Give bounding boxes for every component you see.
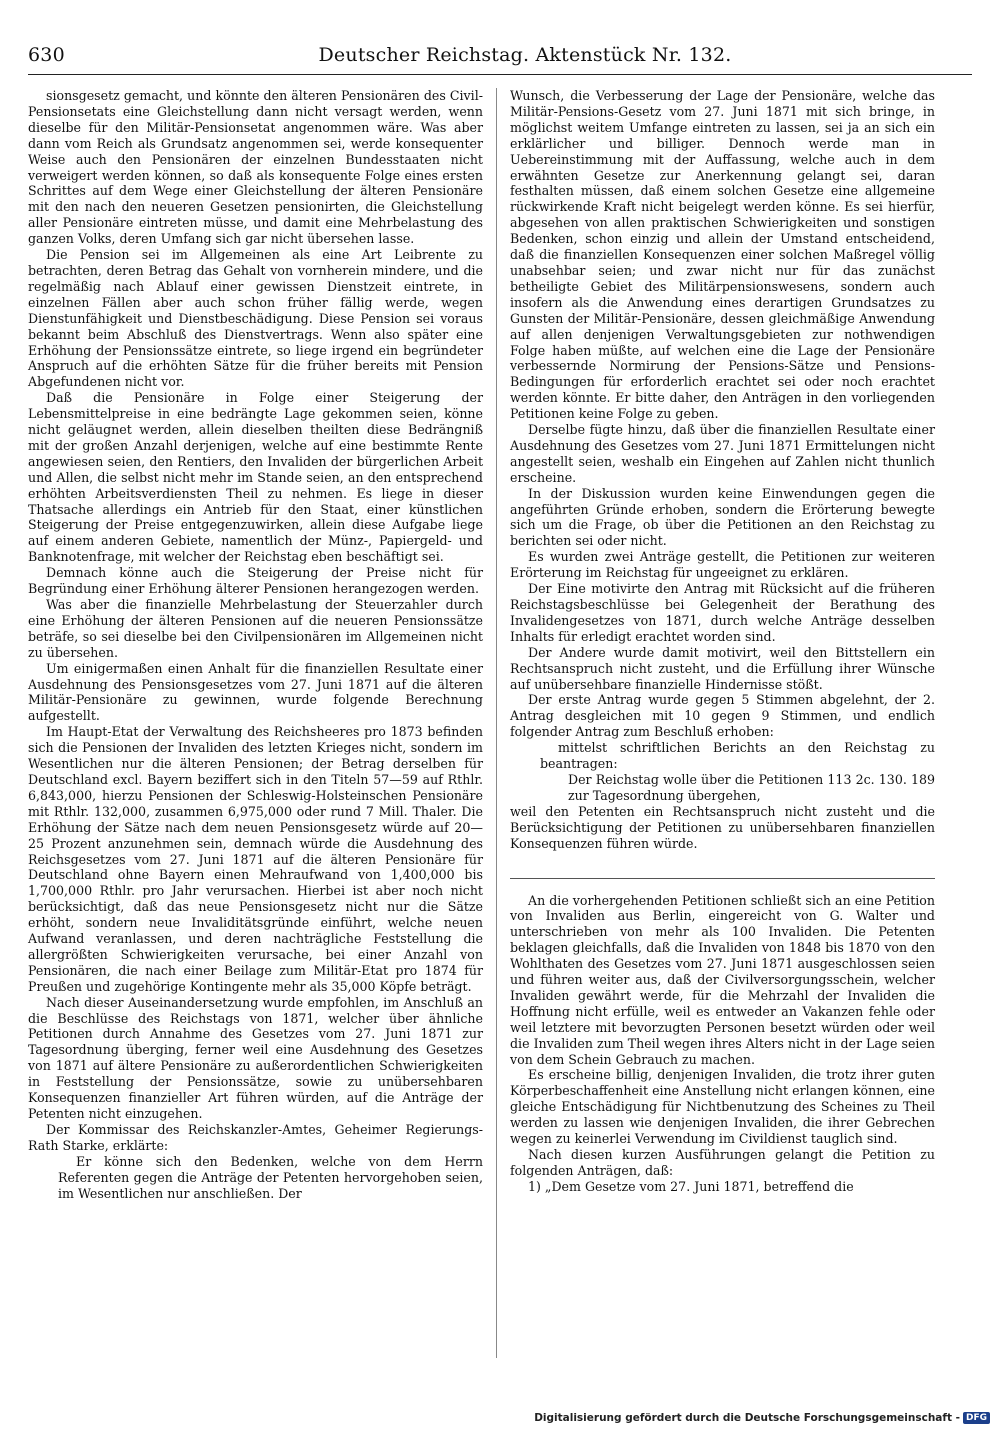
paragraph: 1) „Dem Gesetze vom 27. Juni 1871, betreffend die xyxy=(528,1178,854,1194)
section-separator xyxy=(510,878,935,879)
paragraph: Daß die Pensionäre in Folge einer Steigerung der Lebensmittelpreise in eine bedrängte Lage gekommen seien, könne nicht geläugnet werden, allein dieselben theilten diese Bedrängniß mit der großen Anzahl derjenigen, welche auf eine bestimmte Rente angewiesen seien, den Rentiers, den Invaliden der bürgerlichen Arbeit und Allen, die selbst nicht mehr im Stande seien, an den entsprechend erhöhten Arbeitsverdiensten Theil zu nehmen. Es liege in dieser Thatsache allerdings ein Antrieb für den Staat, einer künstlichen Steigerung der Preise entgegenzuwirken, allein diese Aufgabe liege auf einem anderen Gebiete, namentlich der Münz-, Papiergeld- und Banknotenfrage, mit welcher der Reichstag eben beschäftigt sei. xyxy=(28,390,483,565)
paragraph: Der Kommissar des Reichskanzler-Amtes, Geheimer Regierungs-Rath Starke, erklärte: xyxy=(28,1121,483,1153)
paragraph: Die Pension sei im Allgemeinen als eine Art Leibrente zu betrachten, deren Betrag das Gehalt von vornherein mindere, und die regelmäßig nach Ablauf einer gewissen Dienstzeit eintrete, in einzelnen Fällen aber auch schon früher fällig werde, wegen Dienstunfähigkeit und Dienstbeschädigung. Diese Pension sei voraus bekannt beim Abschluß des Dienstvertrags. Wenn also später eine Erhöhung der Pensionssätze eintrete, so liege irgend ein begründeter Anspruch auf die erhöhten Sätze für die früher bereits mit Pension Abgefundenen nicht vor. xyxy=(28,247,483,390)
paragraph: Nach dieser Auseinandersetzung wurde empfohlen, im Anschluß an die Beschlüsse des Reichstags von 1871, welcher über ähnliche Petitionen durch Annahme des Gesetzes vom 27. Juni 1871 zur Tagesordnung überging, ferner weil eine Ausdehnung des Gesetzes von 1871 auf ältere Pensionäre zu außerordentlichen Schwierigkeiten in Feststellung der Pensionssätze, sowie zu unübersehbaren Konsequenzen finanzieller Art führen würden, auf die Anträge der Petenten nicht einzugehen. xyxy=(28,994,483,1121)
paragraph: Im Haupt-Etat der Verwaltung des Reichsheeres pro 1873 befinden sich die Pensionen der Invaliden des letzten Krieges nicht, sondern im Wesentlichen nur die älteren Pensionen; der Betrag derselben für Deutschland excl. Bayern beziffert sich in den Titeln 57—59 auf Rthlr. 6,843,000, hierzu Pensionen der Schleswig-Holsteinschen Pensionäre mit Rthlr. 132,000, zusammen 6,975,000 oder rund 7 Mill. Thaler. Die Erhöhung der Sätze nach dem neuen Pensionsgesetz würde auf 20—25 Prozent anzunehmen sein, demnach würde die Ausdehnung des Reichsgesetzes vom 27. Juni 1871 auf die älteren Pensionäre für Deutschland ohne Bayern einen Mehraufwand von 1,400,000 bis 1,700,000 Rthlr. pro Jahr verursachen. Hierbei ist aber noch nicht berücksichtigt, daß das neue Pensionsgesetz nicht nur die Sätze erhöht, sondern neue Invaliditätsgründe einführt, welche neuen Aufwand veranlassen, und deren nachträgliche Feststellung die allergrößten Schwierigkeiten verursache, bei einer Anzahl von Pensionären, die nach einer Beilage zum Militär-Etat pro 1874 für Preußen und zugehörige Kontingente mehr als 35,000 Köpfe beträgt. xyxy=(28,724,483,994)
footer-text: Digitalisierung gefördert durch die Deutsche Forschungsgemeinschaft - xyxy=(534,1412,960,1424)
paragraph: Der Reichstag wolle über die Petitionen 113 2c. 130. 189 zur Tagesordnung übergehen, xyxy=(568,771,935,803)
page-header xyxy=(28,44,972,66)
paragraph: Der Andere wurde damit motivirt, weil den Bittstellern ein Rechtsanspruch nicht zusteht, und die Erfüllung ihrer Wünsche auf unübersehbare finanzielle Hindernisse stößt. xyxy=(510,644,935,692)
left-column xyxy=(28,88,483,1378)
paragraph: mittelst schriftlichen Berichts an den Reichstag zu beantragen: xyxy=(540,740,935,772)
paragraph: Derselbe fügte hinzu, daß über die finanziellen Resultate einer Ausdehnung des Gesetzes vom 27. Juni 1871 Ermittelungen nicht angestellt seien, weshalb ein Eingehen auf Zahlen nicht thunlich erscheine. xyxy=(510,422,935,485)
paragraph: Was aber die finanzielle Mehrbelastung der Steuerzahler durch eine Erhöhung der älteren Pensionen auf die neueren Pensionssätze beträfe, so sei dieselbe bei den Civilpensionären im Allgemeinen nicht zu übersehen. xyxy=(28,597,483,660)
running-title: Deutscher Reichstag. Aktenstück Nr. 132. xyxy=(318,44,732,66)
column-divider xyxy=(496,88,497,1358)
footer-credit xyxy=(534,1412,990,1424)
paragraph: Um einigermaßen einen Anhalt für die finanziellen Resultate einer Ausdehnung des Pensionsgesetzes vom 27. Juni 1871 auf die älteren Militär-Pensionäre zu gewinnen, wurde folgende Berechnung aufgestellt. xyxy=(28,660,483,724)
paragraph: Es erscheine billig, denjenigen Invaliden, die trotz ihrer guten Körperbeschaffenheit eine Anstellung nicht erlangen können, eine gleiche Entschädigung für Nichtbenutzung des Scheines zu Theil werden zu lassen wie denjenigen Invaliden, die ihrer Gebrechen wegen zu keinerlei Verwendung im Civildienst tauglich sind. xyxy=(510,1067,935,1147)
paragraph: weil den Petenten ein Rechtsanspruch nicht zusteht und die Berücksichtigung der Petitionen zu unübersehbaren finanziellen Konsequenzen führen würde. xyxy=(510,803,935,851)
paragraph: Er könne sich den Bedenken, welche von dem Herrn Referenten gegen die Anträge der Petenten hervorgehoben seien, im Wesentlichen nur anschließen. Der xyxy=(58,1153,483,1201)
right-column xyxy=(510,88,935,1378)
paragraph: Wunsch, die Verbesserung der Lage der Pensionäre, welche das Militär-Pensions-Gesetz vom 27. Juni 1871 mit sich bringe, in möglichst weitem Umfange eintreten zu lassen, sei ja an sich ein erklärlicher und billiger. Dennoch werde man in Uebereinstimmung mit der Auffassung, welche auch in dem erwähnten Gesetze zur Anerkennung gelangt sei, daran festhalten müssen, daß einem solchen Gesetze eine allgemeine rückwirkende Kraft nicht beigelegt werden könne. Es sei hierfür, abgesehen von allen praktischen Schwierigkeiten und sonstigen Bedenken, schon einzig und allein der Umstand entscheidend, daß die finanziellen Konsequenzen einer solchen Maßregel völlig unabsehbar seien; und zwar nicht nur für das zunächst betheiligte Gebiet des Militärpensionswesens, sondern auch insofern als die Anwendung eines derartigen Grundsatzes zu Gunsten der Militär-Pensionäre, dessen gleichmäßige Anwendung auf allen denjenigen Verwaltungsgebieten zur nothwendigen Folge haben müßte, auf welchen eine die Lage der Pensionäre verbessernde Normirung der Pensions-Sätze und Pensions-Bedingungen für erforderlich erachtet sei oder noch erachtet werden könnte. Er bitte daher, den Anträgen in den vorliegenden Petitionen keine Folge zu geben. xyxy=(510,88,935,422)
page-number: 630 xyxy=(28,44,65,66)
paragraph: Es wurden zwei Anträge gestellt, die Petitionen zur weiteren Erörterung im Reichstag für ungeeignet zu erklären. xyxy=(510,549,935,581)
paragraph: Der Eine motivirte den Antrag mit Rücksicht auf die früheren Reichstagsbeschlüsse bei Gelegenheit der Berathung des Invalidengesetzes von 1871, durch welche Anträge desselben Inhalts für erledigt erachtet worden sind. xyxy=(510,581,935,644)
paragraph: sionsgesetz gemacht, und könnte den älteren Pensionären des Civil-Pensionsetats eine Gleichstellung dann nicht versagt werden, wenn dieselbe für den Militär-Pensionsetat angenommen wäre. Was aber dann vom Reich als Grundsatz angenommen sei, werde konsequenter Weise auch den Pensionären der einzelnen Bundesstaaten nicht verweigert werden können, so daß als konsequente Folge eines ersten Schrittes auf dem Wege einer Gleichstellung der älteren Pensionäre mit den nach den neueren Gesetzen pensionirten, die Gleichstellung aller Pensionäre eintreten müsse, und damit eine Mehrbelastung des ganzen Volks, deren Umfang sich gar nicht übersehen lasse. xyxy=(28,88,483,247)
right-column-bottom xyxy=(510,893,935,1195)
paragraph: Demnach könne auch die Steigerung der Preise nicht für Begründung einer Erhöhung älterer Pensionen herangezogen werden. xyxy=(28,565,483,597)
paragraph: Nach diesen kurzen Ausführungen gelangt die Petition zu folgenden Anträgen, daß: xyxy=(510,1147,935,1178)
header-rule xyxy=(28,74,972,75)
paragraph: An die vorhergehenden Petitionen schließt sich an eine Petition von Invaliden aus Berlin, eingereicht von G. Walter und unterschrieben von mehr als 100 Invaliden. Die Petenten beklagen gleichfalls, daß die Invaliden von 1848 bis 1870 von den Wohlthaten des Gesetzes vom 27. Juni 1871 ausgeschlossen seien und führen weiter aus, daß der Civilversorgungsschein, welcher Invaliden gewährt werde, für die Mehrzahl der Invaliden die Hoffnung nicht erfülle, weil es entweder an Vakanzen fehle oder weil letztere mit bevorzugten Personen besetzt würden oder weil die Invaliden zum Theil wegen ihres Alters nicht in der Lage seien von dem Schein Gebrauch zu machen. xyxy=(510,892,935,1067)
right-column-top xyxy=(510,88,935,852)
paragraph: In der Diskussion wurden keine Einwendungen gegen die angeführten Gründe erhoben, sondern die Erörterung bewegte sich um die Frage, ob über die Petitionen an den Reichstag zu berichten sei oder nicht. xyxy=(510,485,935,549)
paragraph: Der erste Antrag wurde gegen 5 Stimmen abgelehnt, der 2. Antrag desgleichen mit 10 gegen 9 Stimmen, und endlich folgender Antrag zum Beschluß erhoben: xyxy=(510,692,935,740)
dfg-logo: DFG xyxy=(963,1412,990,1424)
